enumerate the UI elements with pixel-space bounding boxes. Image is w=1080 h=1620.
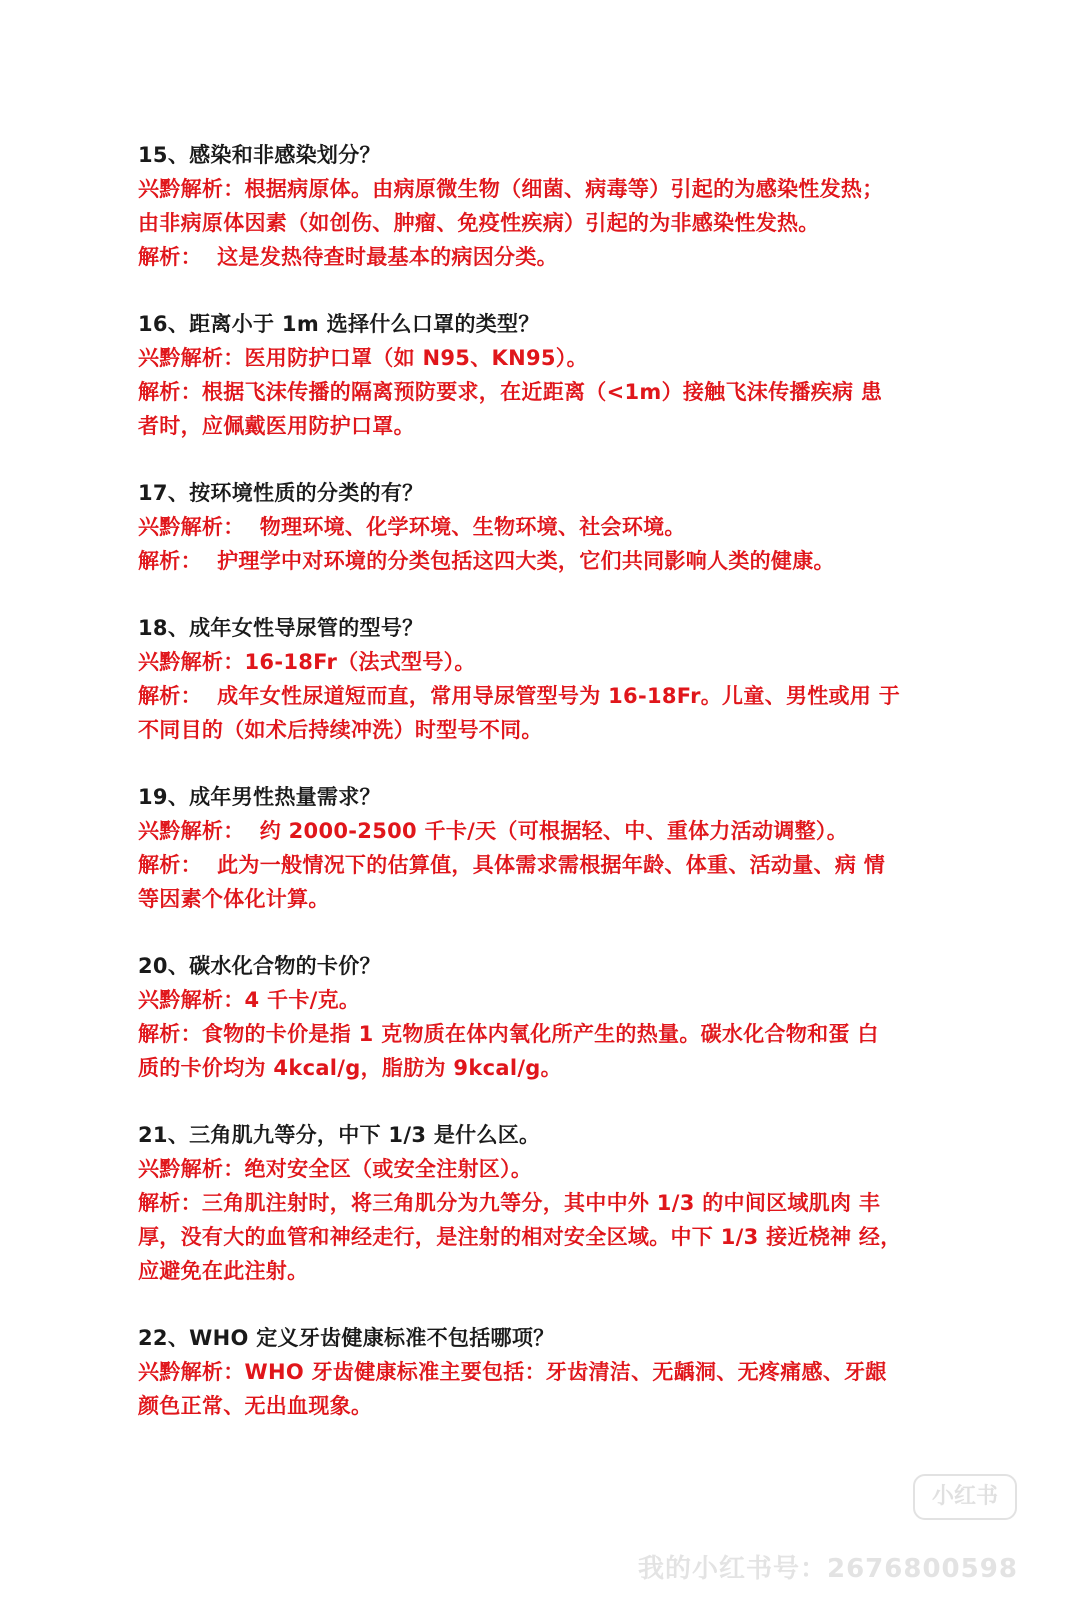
analysis-text: 解析：根据飞沫传播的隔离预防要求，在近距离（<1m）接触飞沫传播疾病 患 者时，应佩戴医用防护口罩。 [138,380,883,438]
analysis-text: 解析： 护理学中对环境的分类包括这四大类，它们共同影响人类的健康。 [138,549,835,573]
account-id-watermark: 我的小红书号：2676800598 [638,1554,1018,1584]
answer-text: 兴黔解析： 物理环境、化学环境、生物环境、社会环境。 [138,515,686,539]
qa-item-21 [138,1118,938,1288]
qa-item-16 [138,307,938,443]
analysis-text: 解析： 此为一般情况下的估算值，具体需求需根据年龄、体重、活动量、病 情 等因素个体化计算。 [138,853,886,911]
qa-item-15 [138,138,938,274]
analysis-text: 解析：三角肌注射时，将三角肌分为九等分，其中中外 1/3 的中间区域肌肉 丰 厚，没有大的血管和神经走行，是注射的相对安全区域。中下 1/3 接近桡神 经， 应避免在此注射。 [138,1191,902,1283]
question-text: 22、WHO 定义牙齿健康标准不包括哪项？ [138,1326,555,1350]
qa-item-19 [138,780,938,916]
answer-text: 兴黔解析：医用防护口罩（如 N95、KN95）。 [138,346,588,370]
question-text: 18、成年女性导尿管的型号？ [138,616,424,640]
qa-item-18 [138,611,938,747]
question-text: 19、成年男性热量需求？ [138,785,381,809]
question-text: 15、感染和非感染划分？ [138,143,381,167]
qa-list [138,138,938,1456]
qa-item-20 [138,949,938,1085]
analysis-text: 解析： 成年女性尿道短而直，常用导尿管型号为 16-18Fr。儿童、男性或用 于 不同目的（如术后持续冲洗）时型号不同。 [138,684,901,742]
answer-text: 兴黔解析：4 千卡/克。 [138,988,361,1012]
answer-text: 兴黔解析：16-18Fr（法式型号）。 [138,650,476,674]
answer-text: 兴黔解析： 约 2000-2500 千卡/天（可根据轻、中、重体力活动调整）。 [138,819,849,843]
question-text: 16、距离小于 1m 选择什么口罩的类型？ [138,312,540,336]
analysis-text: 解析： 这是发热待查时最基本的病因分类。 [138,245,558,269]
xiaohongshu-logo-watermark: 小红书 [913,1474,1017,1520]
analysis-text: 解析：食物的卡价是指 1 克物质在体内氧化所产生的热量。碳水化合物和蛋 白 质的卡价均为 4kcal/g，脂肪为 9kcal/g。 [138,1022,879,1080]
question-text: 20、碳水化合物的卡价？ [138,954,381,978]
qa-item-22 [138,1321,938,1423]
answer-text: 兴黔解析：绝对安全区（或安全注射区）。 [138,1157,533,1181]
answer-text: 兴黔解析：WHO 牙齿健康标准主要包括：牙齿清洁、无龋洞、无疼痛感、牙龈 颜色正常、无出血现象。 [138,1360,887,1418]
qa-item-17 [138,476,938,578]
question-text: 21、三角肌九等分，中下 1/3 是什么区。 [138,1123,541,1147]
question-text: 17、按环境性质的分类的有？ [138,481,424,505]
answer-text: 兴黔解析：根据病原体。由病原微生物（细菌、病毒等）引起的为感染性发热； 由非病原体因素（如创伤、肿瘤、免疫性疾病）引起的为非感染性发热。 [138,177,884,235]
